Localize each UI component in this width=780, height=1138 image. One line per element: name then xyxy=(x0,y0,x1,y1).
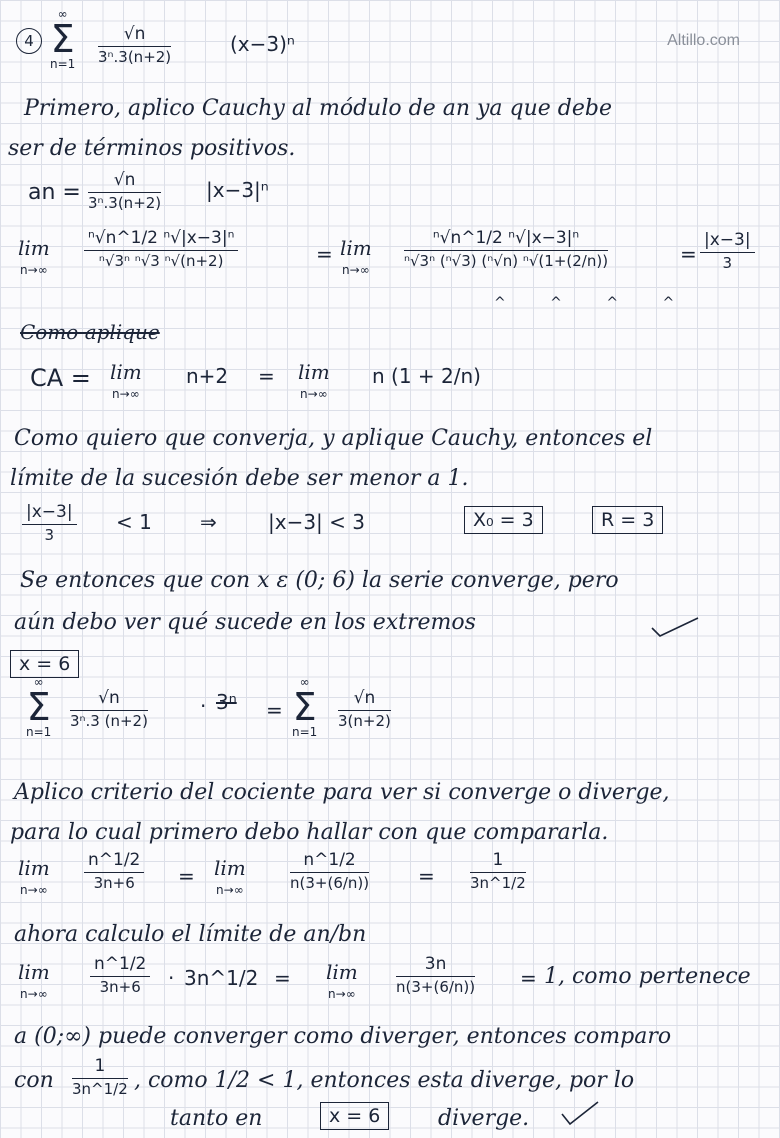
text4-line-1: Aplico criterio del cociente para ver si converge o diverge, xyxy=(14,780,670,805)
text6-line-2-b: , como 1/2 < 1, entonces esta diverge, por lo xyxy=(134,1068,635,1093)
intro-line-1: Primero, aplico Cauchy al módulo de an ya que debe xyxy=(24,96,613,121)
text6-line-1: a (0;∞) puede converger como diverger, entonces comparo xyxy=(14,1024,672,1049)
cauchy-lim2-text: lim xyxy=(340,236,372,260)
text5: ahora calculo el límite de an/bn xyxy=(14,922,367,947)
an-numerator: √n xyxy=(88,172,161,193)
ratio-lim-text: lim xyxy=(18,960,50,984)
ratio-times: · xyxy=(168,966,175,990)
series6-lower: n=1 xyxy=(26,725,52,739)
comp-result-den: 3n^1/2 xyxy=(470,874,526,892)
cauchy-lim-sub: n→∞ xyxy=(20,263,48,277)
an-factor: |x−3|ⁿ xyxy=(206,178,269,202)
comp-lim-sub: n→∞ xyxy=(20,883,48,897)
series6-sum-2 xyxy=(292,676,317,738)
struck-text: Como aplique xyxy=(20,320,160,344)
cauchy-lim-text: lim xyxy=(18,236,50,260)
radius-box: R = 3 xyxy=(592,506,663,534)
cauchy-marks: ^ ^ ^ ^ xyxy=(494,295,695,311)
series6-equals: = xyxy=(266,698,283,722)
comp-result-num: 1 xyxy=(470,852,526,873)
cauchy-lim-2 xyxy=(340,238,372,276)
ratio-lim xyxy=(18,962,50,1000)
problem-number: 4 xyxy=(16,28,42,54)
ineq-fraction xyxy=(22,504,77,543)
comp-denominator: 3n+6 xyxy=(93,874,135,892)
text6-line-2-a: con xyxy=(14,1068,54,1093)
series6-fraction xyxy=(70,690,148,729)
sum-upper: ∞ xyxy=(57,7,68,21)
ratio-numerator: n^1/2 xyxy=(90,956,150,977)
ratio-fraction-2 xyxy=(396,956,475,995)
cauchy-result-num: |x−3| xyxy=(700,232,755,253)
comp-fraction xyxy=(84,852,144,891)
text3-line-1: Se entonces que con x ε (0; 6) la serie converge, pero xyxy=(20,568,619,593)
problem-fraction xyxy=(98,26,171,65)
comp-denominator-2: n(3+(6/n)) xyxy=(290,874,370,892)
comp-equals-2: = xyxy=(418,864,435,888)
intro-line-2: ser de términos positivos. xyxy=(8,136,296,161)
final-check-mark xyxy=(560,1100,600,1126)
series6-upper-2: ∞ xyxy=(299,675,310,689)
ratio-numerator-2: 3n xyxy=(396,956,475,977)
ineq-expr: |x−3| < 3 xyxy=(268,510,365,534)
series6-symbol: Σ xyxy=(26,685,51,729)
comp-lim2-text: lim xyxy=(214,856,246,880)
cauchy-fraction-2 xyxy=(404,230,608,269)
ratio-denominator: 3n+6 xyxy=(99,978,141,996)
ca-lim xyxy=(110,362,142,400)
ratio-equals: = xyxy=(274,966,291,990)
text3-line-2: aún debo ver qué sucede en los extremos xyxy=(14,610,476,635)
ca-lim-2 xyxy=(298,362,330,400)
series6-lower-2: n=1 xyxy=(292,725,318,739)
cauchy-result-den: 3 xyxy=(722,254,733,272)
cauchy-equals-1: = xyxy=(316,242,333,266)
center-box: X₀ = 3 xyxy=(464,506,543,534)
ca-lim-text: lim xyxy=(110,360,142,384)
cauchy-lim2-sub: n→∞ xyxy=(342,263,370,277)
problem-denominator: 3ⁿ.3(n+2) xyxy=(98,48,172,66)
ca-lim2-text: lim xyxy=(298,360,330,384)
sum-lower: n=1 xyxy=(50,57,76,71)
text6-fraction xyxy=(72,1058,128,1097)
ratio-lim-2 xyxy=(326,962,358,1000)
comp-numerator-2: n^1/2 xyxy=(290,852,369,873)
cauchy-numerator-1: ⁿ√n^1/2 ⁿ√|x−3|ⁿ xyxy=(84,230,238,251)
text6-line-3-b: diverge. xyxy=(438,1106,530,1131)
ineq-arrow: ⇒ xyxy=(200,510,217,534)
x6-box: x = 6 xyxy=(10,650,79,678)
ca-lhs: CA = xyxy=(30,364,91,392)
series6-numerator-2: √n xyxy=(338,690,391,711)
ineq-lt1: < 1 xyxy=(116,510,152,534)
series6-upper: ∞ xyxy=(33,675,44,689)
ratio-lim2-sub: n→∞ xyxy=(328,987,356,1001)
text6-fraction-num: 1 xyxy=(72,1058,128,1079)
problem-power-term: (x−3)ⁿ xyxy=(230,32,295,56)
series6-fraction-2 xyxy=(338,690,391,729)
comp-lim-2 xyxy=(214,858,246,896)
series6-sum xyxy=(26,676,51,738)
series6-numerator: √n xyxy=(70,690,148,711)
series6-dot: · xyxy=(200,694,207,718)
ratio-lim-sub: n→∞ xyxy=(20,987,48,1001)
cauchy-lim xyxy=(18,238,50,276)
cauchy-result xyxy=(700,232,755,271)
text2-line-1: Como quiero que converja, y aplique Cauchy, entonces el xyxy=(14,426,653,451)
problem-numerator: √n xyxy=(98,26,171,47)
series6-symbol-2: Σ xyxy=(292,685,317,729)
watermark-logo: Altillo.com xyxy=(667,32,740,49)
ca-lim2-sub: n→∞ xyxy=(300,387,328,401)
series6-struck-factor: 3ⁿ xyxy=(216,690,237,714)
ratio-lim2-text: lim xyxy=(326,960,358,984)
comp-equals: = xyxy=(178,864,195,888)
text4-line-2: para lo cual primero debo hallar con que compararla. xyxy=(10,820,609,845)
comp-fraction-2 xyxy=(290,852,369,891)
comp-numerator: n^1/2 xyxy=(84,852,144,873)
ratio-result: 1, como pertenece xyxy=(544,964,751,989)
cauchy-fraction-1 xyxy=(84,230,238,269)
an-denominator: 3ⁿ.3(n+2) xyxy=(88,194,162,212)
comp-lim xyxy=(18,858,50,896)
text6-line-3-a: tanto en xyxy=(170,1106,263,1131)
an-lhs: an = xyxy=(28,180,81,205)
cauchy-numerator-2: ⁿ√n^1/2 ⁿ√|x−3|ⁿ xyxy=(404,230,608,251)
comp-result xyxy=(470,852,526,891)
ca-lim-sub: n→∞ xyxy=(112,387,140,401)
series6-denominator: 3ⁿ.3 (n+2) xyxy=(70,712,148,730)
cauchy-denominator-1: ⁿ√3ⁿ ⁿ√3 ⁿ√(n+2) xyxy=(98,252,224,270)
comp-lim-text: lim xyxy=(18,856,50,880)
text6-fraction-den: 3n^1/2 xyxy=(72,1080,128,1098)
text6-x6-box: x = 6 xyxy=(320,1102,389,1130)
problem-sum-sign xyxy=(50,8,75,70)
ca-equals: = xyxy=(258,364,275,388)
ineq-num: |x−3| xyxy=(22,504,77,525)
an-fraction xyxy=(88,172,161,211)
cauchy-equals-2: = xyxy=(680,242,697,266)
ratio-factor: 3n^1/2 xyxy=(184,966,259,990)
cauchy-denominator-2: ⁿ√3ⁿ (ⁿ√3) (ⁿ√n) ⁿ√(1+(2/n)) xyxy=(404,252,609,270)
ratio-fraction xyxy=(90,956,150,995)
ratio-equals-2: = xyxy=(520,966,537,990)
ratio-denominator-2: n(3+(6/n)) xyxy=(396,978,476,996)
text2-line-2: límite de la sucesión debe ser menor a 1. xyxy=(10,466,469,491)
sum-symbol: Σ xyxy=(50,17,75,61)
series6-denominator-2: 3(n+2) xyxy=(338,712,391,730)
ca-expr: n+2 xyxy=(186,364,229,388)
ineq-den: 3 xyxy=(44,526,55,544)
ca-expr-2: n (1 + 2/n) xyxy=(372,364,481,388)
check-mark xyxy=(650,616,700,638)
comp-lim2-sub: n→∞ xyxy=(216,883,244,897)
